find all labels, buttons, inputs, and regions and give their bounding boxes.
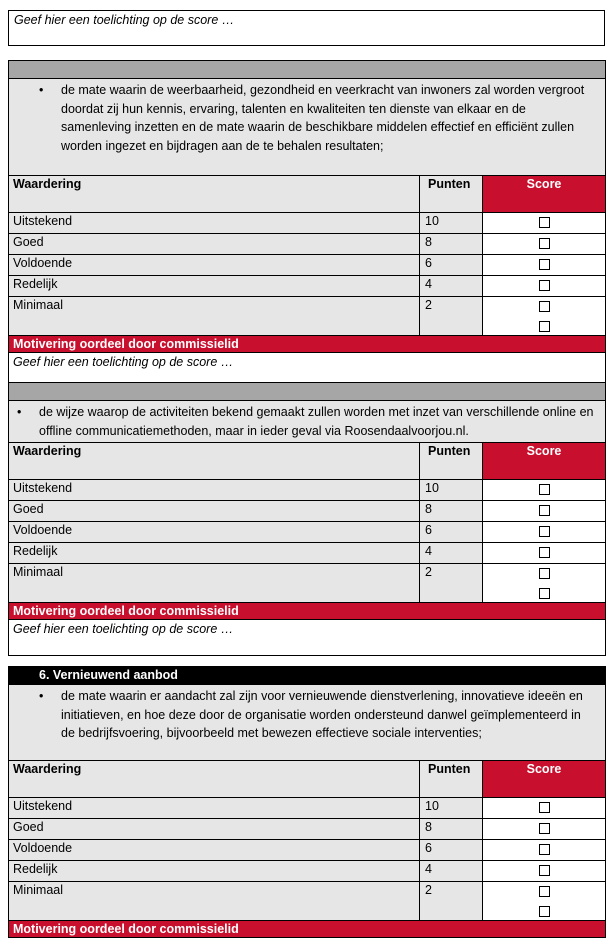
rating-label: Voldoende bbox=[9, 840, 420, 861]
bullet-icon: • bbox=[39, 83, 44, 97]
rating-points: 6 bbox=[420, 840, 483, 861]
score-checkbox[interactable] bbox=[539, 484, 550, 495]
table-row bbox=[9, 882, 606, 921]
rating-points: 4 bbox=[420, 543, 483, 564]
score-checkbox[interactable] bbox=[539, 238, 550, 249]
rating-label: Minimaal bbox=[9, 297, 420, 336]
waardering-header: Waardering bbox=[9, 176, 420, 213]
criterion-text: • de mate waarin er aandacht zal zijn voor vernieuwende dienstverlening, innovatieve ideeën en initiatieven, en hoe deze door de organisatie worden ondersteund danwel geïmplementeerd in de bedrijfsvoering, bijvoorbeeld met bewezen effectieve sociale interventies; bbox=[9, 685, 606, 761]
score-header: Score bbox=[483, 443, 606, 480]
table-row bbox=[9, 276, 606, 297]
table-row bbox=[9, 501, 606, 522]
score-checkbox[interactable] bbox=[539, 588, 550, 599]
criterion-text: • de wijze waarop de activiteiten bekend gemaakt zullen worden met inzet van verschillende online en offline communicatiemethoden, maar in ieder geval via Roosendaalvoorjou.nl. bbox=[9, 401, 606, 443]
criterion-section-2 bbox=[8, 382, 605, 656]
score-checkbox[interactable] bbox=[539, 321, 550, 332]
score-checkbox[interactable] bbox=[539, 906, 550, 917]
score-checkbox[interactable] bbox=[539, 865, 550, 876]
table-row bbox=[9, 297, 606, 336]
score-explanation-field[interactable]: Geef hier een toelichting op de score … bbox=[8, 10, 605, 46]
rating-label: Redelijk bbox=[9, 861, 420, 882]
score-checkbox[interactable] bbox=[539, 547, 550, 558]
rating-label: Goed bbox=[9, 501, 420, 522]
score-checkbox[interactable] bbox=[539, 217, 550, 228]
rating-points: 2 bbox=[420, 297, 483, 336]
rating-label: Minimaal bbox=[9, 882, 420, 921]
rating-points: 2 bbox=[420, 882, 483, 921]
rating-label: Uitstekend bbox=[9, 480, 420, 501]
rating-points: 10 bbox=[420, 213, 483, 234]
rating-points: 8 bbox=[420, 501, 483, 522]
rating-label: Goed bbox=[9, 234, 420, 255]
section-header bbox=[9, 383, 606, 401]
waardering-header: Waardering bbox=[9, 761, 420, 798]
score-checkbox[interactable] bbox=[539, 802, 550, 813]
criterion-section-1 bbox=[8, 60, 605, 389]
section-header bbox=[9, 61, 606, 79]
table-row bbox=[9, 543, 606, 564]
rating-label: Redelijk bbox=[9, 543, 420, 564]
table-row bbox=[9, 522, 606, 543]
waardering-header: Waardering bbox=[9, 443, 420, 480]
rating-label: Uitstekend bbox=[9, 798, 420, 819]
score-checkbox[interactable] bbox=[539, 886, 550, 897]
score-explanation-field[interactable]: Geef hier een toelichting op de score … bbox=[9, 353, 606, 389]
rating-label: Uitstekend bbox=[9, 213, 420, 234]
rating-label: Goed bbox=[9, 819, 420, 840]
score-checkbox[interactable] bbox=[539, 280, 550, 291]
score-checkbox[interactable] bbox=[539, 844, 550, 855]
rating-points: 2 bbox=[420, 564, 483, 603]
rating-points: 4 bbox=[420, 276, 483, 297]
score-header: Score bbox=[483, 176, 606, 213]
table-row bbox=[9, 213, 606, 234]
table-row bbox=[9, 234, 606, 255]
table-row bbox=[9, 861, 606, 882]
rating-points: 6 bbox=[420, 522, 483, 543]
table-row bbox=[9, 840, 606, 861]
rating-points: 10 bbox=[420, 798, 483, 819]
section-header: 6. Vernieuwend aanbod bbox=[9, 667, 606, 685]
score-checkbox[interactable] bbox=[539, 568, 550, 579]
rating-points: 6 bbox=[420, 255, 483, 276]
rating-points: 4 bbox=[420, 861, 483, 882]
motivation-label: Motivering oordeel door commissielid bbox=[9, 921, 606, 938]
bullet-icon: • bbox=[39, 689, 44, 703]
punten-header: Punten bbox=[420, 761, 483, 798]
rating-points: 8 bbox=[420, 234, 483, 255]
bullet-icon: • bbox=[17, 405, 22, 419]
rating-label: Voldoende bbox=[9, 255, 420, 276]
punten-header: Punten bbox=[420, 443, 483, 480]
score-checkbox[interactable] bbox=[539, 259, 550, 270]
motivation-label: Motivering oordeel door commissielid bbox=[9, 336, 606, 353]
criterion-section-3 bbox=[8, 666, 605, 938]
rating-label: Redelijk bbox=[9, 276, 420, 297]
rating-label: Voldoende bbox=[9, 522, 420, 543]
rating-label: Minimaal bbox=[9, 564, 420, 603]
table-row bbox=[9, 255, 606, 276]
score-checkbox[interactable] bbox=[539, 526, 550, 537]
score-explanation-field[interactable]: Geef hier een toelichting op de score … bbox=[9, 620, 606, 656]
punten-header: Punten bbox=[420, 176, 483, 213]
table-row bbox=[9, 798, 606, 819]
rating-points: 8 bbox=[420, 819, 483, 840]
table-row bbox=[9, 480, 606, 501]
criterion-text: • de mate waarin de weerbaarheid, gezondheid en veerkracht van inwoners zal worden vergroot doordat zij hun kennis, ervaring, talenten en kwaliteiten ten dienste van elkaar en de samenleving inzetten en de mate waarin de beschikbare middelen effectief en efficiënt zullen worden ingezet en bijdragen aan de te behalen resultaten; bbox=[9, 79, 606, 176]
score-checkbox[interactable] bbox=[539, 301, 550, 312]
table-row bbox=[9, 819, 606, 840]
rating-points: 10 bbox=[420, 480, 483, 501]
score-checkbox[interactable] bbox=[539, 823, 550, 834]
score-header: Score bbox=[483, 761, 606, 798]
score-checkbox[interactable] bbox=[539, 505, 550, 516]
table-row bbox=[9, 564, 606, 603]
motivation-label: Motivering oordeel door commissielid bbox=[9, 603, 606, 620]
